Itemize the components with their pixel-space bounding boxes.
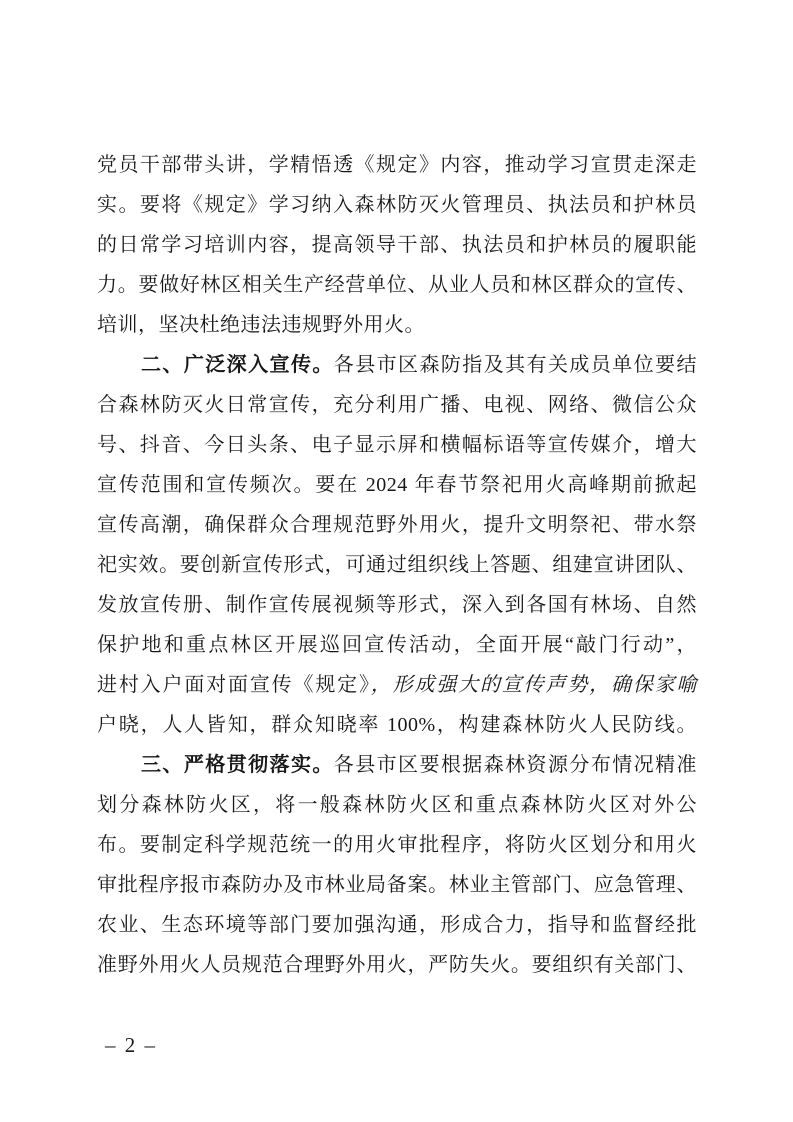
text-line — [97, 265, 697, 305]
text-line — [97, 385, 697, 425]
body-text: ，形成强大的宣传声势，确保家喻 — [370, 674, 698, 696]
body-text: 划分森林防火区，将一般森林防火区和重点森林防火区对外公 — [97, 794, 697, 816]
section-heading: 二、广泛深入宣传。 — [141, 354, 334, 376]
text-line — [97, 145, 697, 185]
text-line — [97, 225, 697, 265]
body-text: 的日常学习培训内容，提高领导干部、执法员和护林员的履职能 — [97, 234, 697, 256]
body-text: 布。要制定科学规范统一的用火审批程序，将防火区划分和用火 — [97, 834, 697, 856]
text-line — [97, 825, 697, 865]
body-text: 合森林防灭火日常宣传，充分利用广播、电视、网络、微信公众 — [97, 394, 697, 416]
body-text: 各县市区要根据森林资源分布情况精准 — [333, 754, 698, 776]
text-line — [97, 465, 697, 505]
text-line — [97, 665, 697, 705]
body-text: 实。要将《规定》学习纳入森林防灭火管理员、执法员和护林员 — [97, 194, 697, 216]
body-text: 党员干部带头讲，学精悟透《规定》内容，推动学习宣贯走深走 — [97, 154, 697, 176]
text-line — [97, 745, 697, 785]
body-text: 宣传范围和宣传频次。要在 2024 年春节祭祀用火高峰期前掀起 — [97, 474, 697, 496]
body-text: 农业、生态环境等部门要加强沟通，形成合力，指导和监督经批 — [97, 914, 697, 936]
text-line — [97, 305, 697, 345]
text-line — [97, 425, 697, 465]
text-line — [97, 185, 697, 225]
text-line — [97, 785, 697, 825]
body-text: 培训，坚决杜绝违法违规野外用火。 — [97, 314, 425, 336]
text-line — [97, 865, 697, 905]
text-line — [97, 905, 697, 945]
body-text: 审批程序报市森防办及市林业局备案。林业主管部门、应急管理、 — [97, 874, 697, 896]
body-text: 发放宣传册、制作宣传展视频等形式，深入到各国有林场、自然 — [97, 594, 697, 616]
text-line — [97, 505, 697, 545]
text-line — [97, 545, 697, 585]
text-line — [97, 345, 697, 385]
body-text: 力。要做好林区相关生产经营单位、从业人员和林区群众的宣传、 — [97, 274, 697, 296]
page-number: – 2 – — [105, 1033, 157, 1057]
section-heading: 三、严格贯彻落实。 — [141, 754, 334, 776]
body-text: 祀实效。要创新宣传形式，可通过组织线上答题、组建宣讲团队、 — [97, 554, 697, 576]
text-line — [97, 705, 697, 745]
body-text: 准野外用火人员规范合理野外用火，严防失火。要组织有关部门、 — [97, 954, 697, 976]
body-text: 进村入户面对面宣传《规定》 — [97, 674, 371, 696]
text-line — [97, 625, 697, 665]
text-line — [97, 945, 697, 985]
body-text: 户晓，人人皆知，群众知晓率 100%，构建森林防火人民防线。 — [97, 714, 697, 736]
body-text: 各县市区森防指及其有关成员单位要结 — [333, 354, 698, 376]
body-text: 宣传高潮，确保群众合理规范野外用火，提升文明祭祀、带水祭 — [97, 514, 697, 536]
body-text: 号、抖音、今日头条、电子显示屏和横幅标语等宣传媒介，增大 — [97, 434, 697, 456]
text-line — [97, 585, 697, 625]
body-text: 保护地和重点林区开展巡回宣传活动，全面开展“敲门行动”， — [97, 634, 697, 656]
document-body — [97, 145, 697, 985]
